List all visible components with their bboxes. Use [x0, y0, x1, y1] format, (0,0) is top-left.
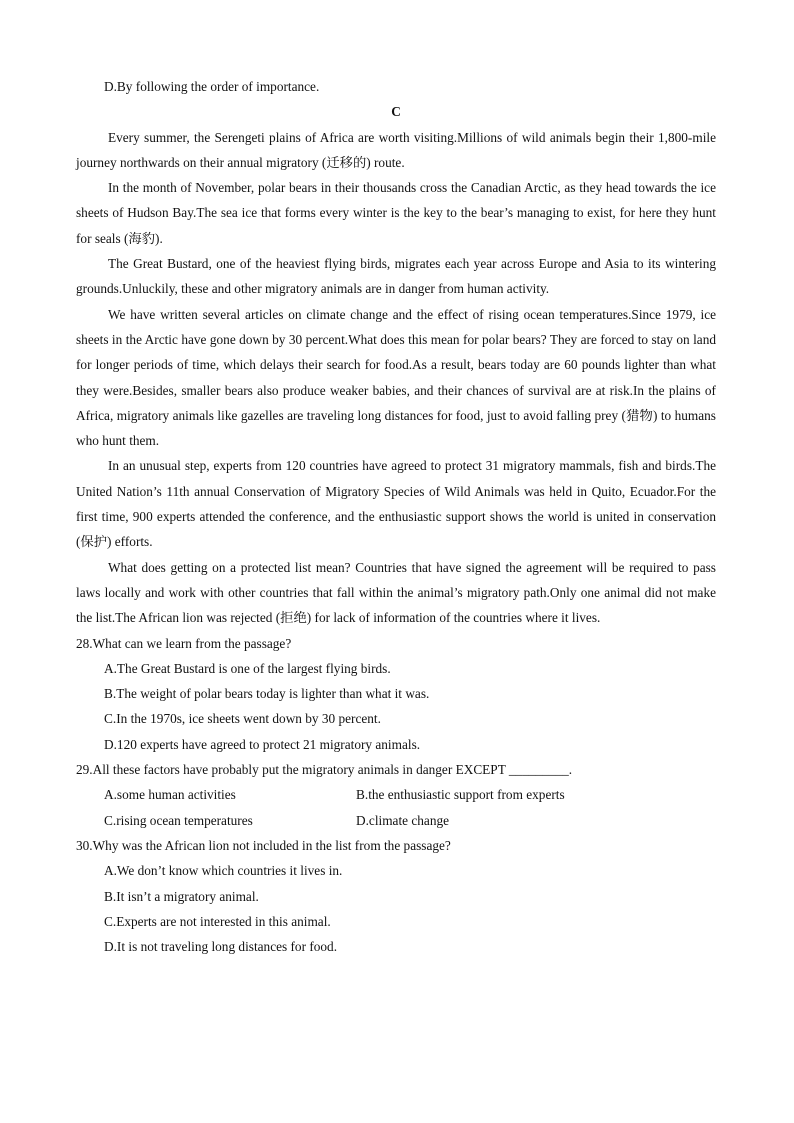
question-28-option-b: B.The weight of polar bears today is lighter than what it was.	[104, 686, 430, 702]
question-28-stem: 28.What can we learn from the passage?	[76, 635, 292, 651]
question-28-option-a: A.The Great Bustard is one of the largest flying birds.	[104, 660, 391, 676]
document-page	[76, 74, 716, 959]
passage-paragraph-4: We have written several articles on climate change and the effect of rising ocean temperatures.Since 1979, ice sheets in the Arctic have gone down by 30 percent.What does this mean for polar bears? They are forced to stay on land for longer periods of time, which delays their search for food.As a result, bears today are 60 pounds lighter than what they were.Besides, smaller bears also produce weaker babies, and their chances of survival are at risk.In the plains of Africa, migratory animals like gazelles are traveling long distances for food, just to avoid falling prey (猎物) to humans who hunt them.	[76, 306, 716, 449]
question-28-option-d: D.120 experts have agreed to protect 21 migratory animals.	[104, 736, 421, 752]
question-29-option-d: D.climate change	[356, 812, 450, 828]
question-29-option-c: C.rising ocean temperatures	[104, 812, 253, 828]
question-29-option-row-1	[76, 782, 716, 807]
passage-paragraph-5: In an unusual step, experts from 120 countries have agreed to protect 31 migratory mammals, fish and birds.The United Nation’s 11th annual Conservation of Migratory Species of Wild Animals was held in Quito, Ecuador.For the first time, 900 experts attended the conference, and the enthusiastic support shows the world is united in conservation (保护) efforts.	[76, 458, 716, 550]
question-28-option-c: C.In the 1970s, ice sheets went down by 30 percent.	[104, 711, 381, 727]
question-30-option-b: B.It isn’t a migratory animal.	[104, 888, 259, 904]
question-28	[76, 631, 716, 757]
previous-question-option-d: D.By following the order of importance.	[104, 79, 320, 94]
passage-paragraph-6: What does getting on a protected list mean? Countries that have signed the agreement will be required to pass laws locally and work with other countries that fall within the animal’s migratory path.Only one animal did not make the list.The African lion was rejected (拒绝) for lack of information of the countries where it lives.	[76, 559, 716, 626]
question-30-option-d: D.It is not traveling long distances for food.	[104, 939, 338, 955]
question-30	[76, 833, 716, 959]
passage-paragraph-3: The Great Bustard, one of the heaviest flying birds, migrates each year across Europe and Asia to its wintering grounds.Unluckily, these and other migratory animals are in danger from human activity.	[76, 256, 716, 297]
passage-paragraph-1: Every summer, the Serengeti plains of Africa are worth visiting.Millions of wild animals begin their 1,800-mile journey northwards on their annual migratory (迁移的) route.	[76, 129, 716, 170]
question-29-stem: 29.All these factors have probably put the migratory animals in danger EXCEPT _________.	[76, 762, 573, 778]
section-title: C	[391, 104, 401, 120]
question-30-stem: 30.Why was the African lion not included in the list from the passage?	[76, 837, 451, 853]
question-29-option-b: B.the enthusiastic support from experts	[356, 787, 565, 803]
question-29	[76, 757, 716, 833]
question-30-option-c: C.Experts are not interested in this animal.	[104, 913, 331, 929]
question-29-option-row-2	[76, 808, 716, 833]
question-29-option-a: A.some human activities	[104, 787, 236, 803]
question-30-option-a: A.We don’t know which countries it lives in.	[104, 863, 343, 879]
passage-paragraph-2: In the month of November, polar bears in their thousands cross the Canadian Arctic, as they head towards the ice sheets of Hudson Bay.The sea ice that forms every winter is the key to the bear’s managing to exist, for here they hunt for seals (海豹).	[76, 180, 716, 246]
